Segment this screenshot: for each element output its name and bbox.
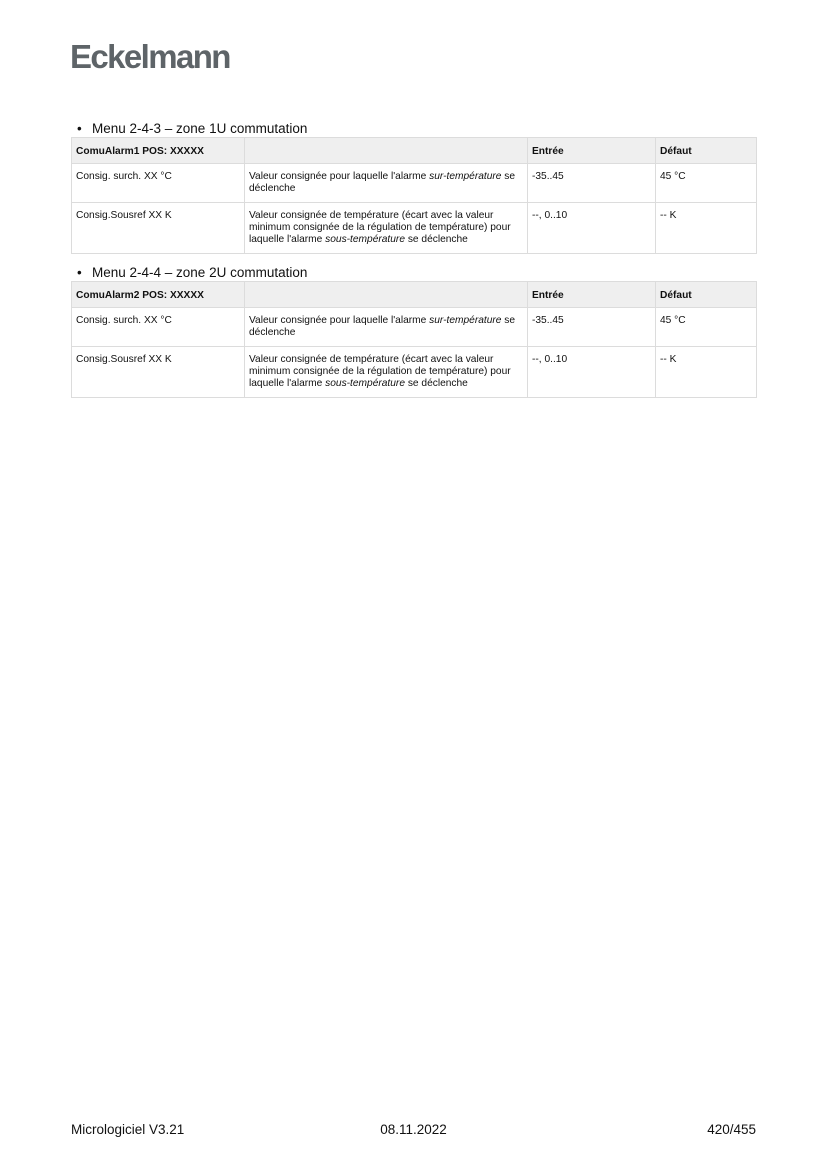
cell-defaut: -- K [656, 203, 757, 254]
desc-text: Valeur consignée pour laquelle l'alarme [249, 171, 430, 182]
page-footer [71, 1122, 756, 1138]
header-entree: Entrée [528, 282, 656, 308]
cell-entree: --, 0..10 [528, 203, 656, 254]
cell-entree: -35..45 [528, 164, 656, 203]
parameter-table [71, 281, 757, 398]
table-row [72, 164, 757, 203]
header-description [245, 138, 528, 164]
section-heading [71, 120, 756, 137]
desc-text: se déclenche [404, 234, 468, 245]
cell-param: Consig. surch. XX °C [72, 308, 245, 347]
table-header-row [72, 282, 757, 308]
cell-description [245, 203, 528, 254]
header-description [245, 282, 528, 308]
cell-param: Consig. surch. XX °C [72, 164, 245, 203]
header-param: ComuAlarm2 POS: XXXXX [72, 282, 245, 308]
desc-emphasis: sur-température [429, 171, 502, 182]
section-menu-2-4-3 [71, 120, 756, 254]
header-defaut: Défaut [656, 282, 757, 308]
table-row [72, 203, 757, 254]
desc-text: Valeur consignée de température (écart avec la valeur minimum consignée de la régulation de température) pour laquelle l'alarme [249, 354, 511, 389]
header-defaut: Défaut [656, 138, 757, 164]
cell-param: Consig.Sousref XX K [72, 347, 245, 398]
footer-firmware-version: Micrologiciel V3.21 [71, 1122, 185, 1137]
section-title: Menu 2-4-4 – zone 2U commutation [92, 265, 308, 280]
header-entree: Entrée [528, 138, 656, 164]
cell-entree: --, 0..10 [528, 347, 656, 398]
section-menu-2-4-4 [71, 264, 756, 398]
desc-text: se déclenche [249, 171, 516, 194]
cell-defaut: 45 °C [656, 308, 757, 347]
footer-page-number: 420/455 [707, 1122, 756, 1137]
cell-description [245, 347, 528, 398]
desc-text: se déclenche [404, 378, 468, 389]
bullet-icon: • [77, 265, 82, 280]
desc-text: se déclenche [249, 315, 516, 338]
cell-entree: -35..45 [528, 308, 656, 347]
cell-description [245, 164, 528, 203]
parameter-table [71, 137, 757, 254]
desc-text: Valeur consignée de température (écart avec la valeur minimum consignée de la régulation de température) pour laquelle l'alarme [249, 210, 511, 245]
company-logo: Eckelmann [70, 38, 230, 75]
footer-date: 08.11.2022 [380, 1122, 447, 1137]
desc-emphasis: sous-température [325, 234, 405, 245]
section-title: Menu 2-4-3 – zone 1U commutation [92, 121, 308, 136]
cell-param: Consig.Sousref XX K [72, 203, 245, 254]
desc-emphasis: sur-température [429, 315, 502, 326]
cell-defaut: -- K [656, 347, 757, 398]
header-param: ComuAlarm1 POS: XXXXX [72, 138, 245, 164]
cell-description [245, 308, 528, 347]
desc-emphasis: sous-température [325, 378, 405, 389]
desc-text: Valeur consignée pour laquelle l'alarme [249, 315, 430, 326]
table-header-row [72, 138, 757, 164]
section-heading [71, 264, 756, 281]
bullet-icon: • [77, 121, 82, 136]
cell-defaut: 45 °C [656, 164, 757, 203]
table-row [72, 347, 757, 398]
table-row [72, 308, 757, 347]
